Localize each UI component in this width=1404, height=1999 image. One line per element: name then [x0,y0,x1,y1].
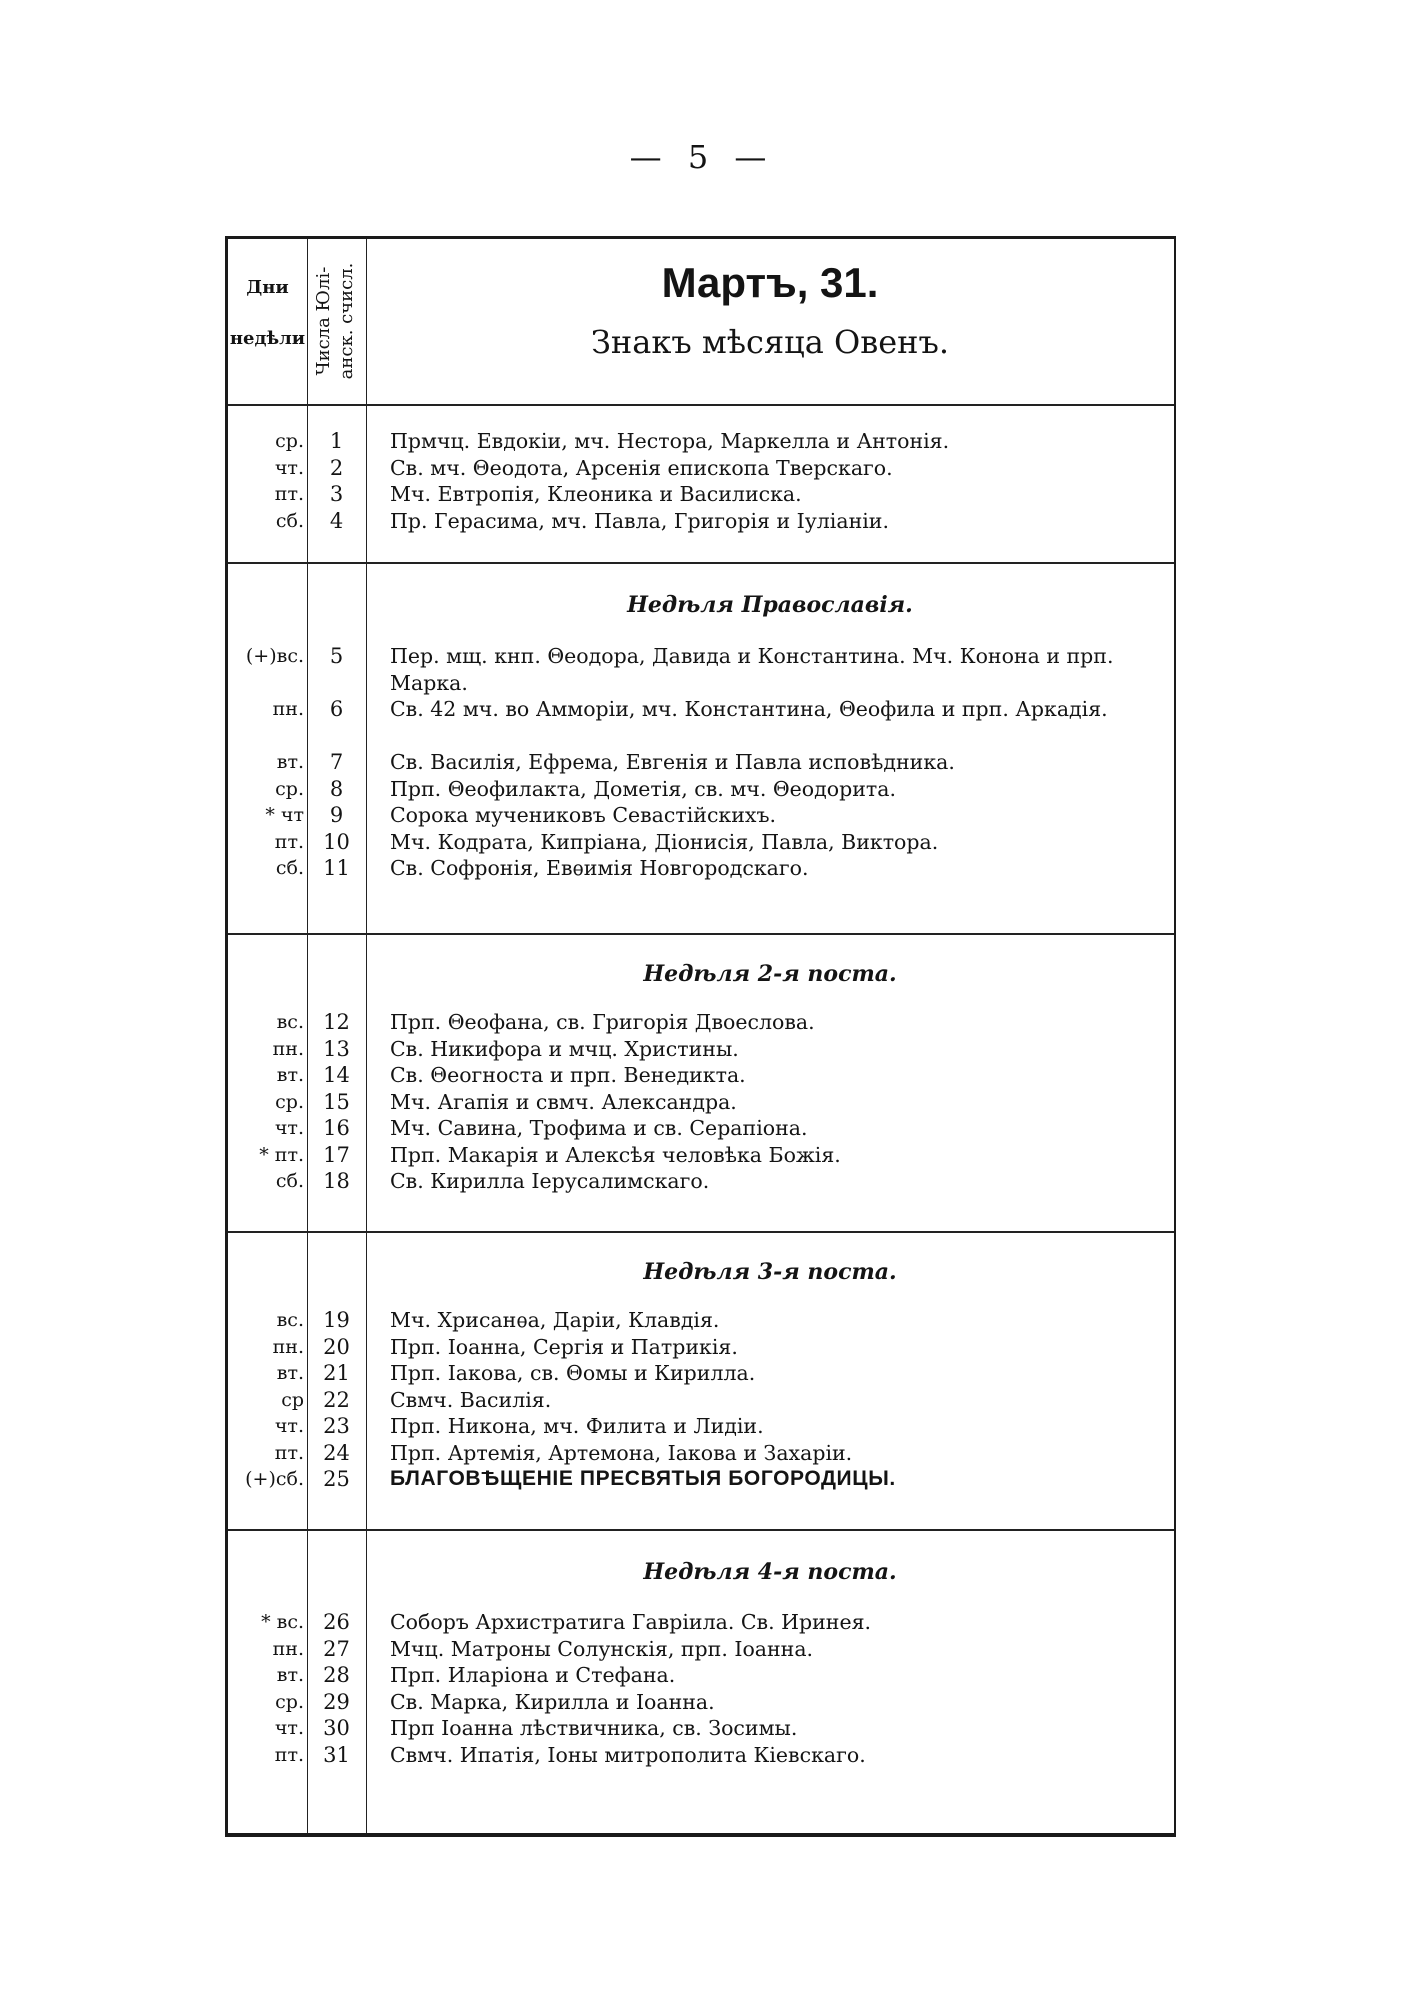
day-number: 23 [323,1414,350,1439]
week-section [228,562,1174,935]
header-numbers-line1: Числа Юлі- [313,266,334,376]
table-row [228,1387,1174,1414]
day-number: 4 [329,508,344,533]
day-number: 28 [323,1663,350,1688]
day-number: 24 [323,1440,350,1465]
feast-text: Прп. Макарія и Алексѣя человѣка Божія. [390,1142,841,1167]
table-row [228,776,1174,803]
day-number: 30 [323,1716,350,1741]
day-number: 29 [323,1689,350,1714]
week-section [228,404,1174,564]
feast-text: Прп. Никона, мч. Филита и Лидіи. [390,1414,764,1438]
day-number: 13 [323,1036,350,1061]
week-section [228,1231,1174,1531]
day-number: 7 [329,750,344,775]
section-title: Недѣля 2-я поста. [643,961,897,987]
weekday: вт. [276,1064,304,1087]
weekday: ср. [275,1090,304,1113]
table-row [228,1115,1174,1142]
weekday: вс. [276,1011,304,1034]
weekday: * вс. [261,1611,304,1634]
weekday: вс. [276,1309,304,1332]
month-title: Мартъ, 31. [661,259,879,306]
table-row [228,1742,1174,1769]
day-number: 6 [329,697,344,721]
day-number: 12 [323,1010,350,1035]
weekday: сб. [275,1170,304,1193]
week-section [228,1529,1174,1834]
feast-text: Сорока мучениковъ Севастійскихъ. [390,803,777,827]
weekday: вт. [276,751,304,774]
table-row [228,749,1174,776]
feast-text: Св. Никифора и мчц. Христины. [390,1036,739,1061]
feast-text: Мч. Агапія и свмч. Александра. [390,1089,737,1114]
table-row [228,1168,1174,1195]
table-row [228,1636,1174,1663]
feast-text: Мч. Кодрата, Кипріана, Діонисія, Павла, Виктора. [390,829,939,854]
weekday: пт. [274,483,304,506]
weekday: вт. [276,1362,304,1385]
day-number: 25 [323,1467,350,1492]
day-number: 10 [323,829,350,854]
day-number: 14 [323,1063,350,1088]
table-row [228,1413,1174,1440]
day-number: 9 [329,803,344,828]
table-row [228,1440,1174,1467]
weekday: сб. [275,509,304,532]
feast-text: Мч. Савина, Трофима и св. Серапіона. [390,1116,808,1140]
day-number: 2 [329,455,344,480]
feast-text: Св. Софронія, Евѳимія Новгородскаго. [390,856,809,880]
table-row [228,481,1174,508]
feast-text: Св. 42 мч. во Амморіи, мч. Константина, Θеофила и прп. Аркадія. [390,697,1108,721]
day-number: 16 [323,1116,350,1141]
header-numbers-line2: анск. счисл. [336,262,357,380]
day-number: 27 [323,1636,350,1661]
day-number: 11 [323,856,350,881]
weekday: ср. [275,430,304,453]
table-row [228,1089,1174,1116]
feast-text: Прп. Артемія, Артемона, Іакова и Захаріи. [390,1440,853,1465]
weekday: пт. [274,1441,304,1464]
weekday: ср [281,1388,304,1411]
weekday: пн. [272,1637,304,1660]
day-number: 5 [329,644,344,668]
table-row [228,1334,1174,1361]
weekday: вт. [276,1664,304,1687]
day-number: 3 [329,482,344,507]
feast-text: Прп. Іакова, св. Θомы и Кирилла. [390,1361,756,1385]
table-row [228,1715,1174,1742]
feast-text: Прп. Θеофана, св. Григорія Двоеслова. [390,1010,815,1034]
feast-text: Свмч. Василія. [390,1387,552,1412]
section-title: Недѣля 4-я поста. [643,1559,897,1585]
table-row [228,829,1174,856]
feast-text: Мч. Евтропія, Клеоника и Василиска. [390,482,802,506]
feast-text: Прмчц. Евдокіи, мч. Нестора, Маркелла и Антонія. [390,429,950,453]
day-number: 1 [329,429,344,454]
table-row [228,1142,1174,1169]
table-row [228,508,1174,535]
day-number: 18 [323,1169,350,1194]
zodiac-sign: Знакъ мѣсяца Овенъ. [590,323,950,361]
weekday: пн. [272,698,304,720]
feast-text: Мч. Хрисанѳа, Даріи, Клавдія. [390,1308,720,1332]
feast-text: Св. мч. Θеодота, Арсенія епископа Тверскаго. [390,455,893,480]
table-row [228,855,1174,882]
table-row [228,428,1174,455]
table-row [228,1307,1174,1334]
feast-text: Прп. Іоанна, Сергія и Патрикія. [390,1334,738,1359]
weekday: * чт [265,804,304,827]
weekday: пт. [274,1743,304,1766]
day-number: 17 [323,1142,350,1167]
feast-text: Св. Кирилла Іерусалимскаго. [390,1169,710,1193]
weekday: чт. [274,1117,304,1140]
feast-text: Св. Василія, Ефрема, Евгенія и Павла исповѣдника. [390,750,955,774]
feast-text: БЛАГОВѢЩЕНІЕ ПРЕСВЯТЫЯ БОГОРОДИЦЫ. [390,1467,896,1490]
header-days-line1: Дни [246,277,289,298]
table-row [228,455,1174,482]
weekday: * пт. [259,1143,304,1166]
week-section [228,933,1174,1233]
table-row [228,1036,1174,1063]
day-number: 15 [323,1089,350,1114]
feast-text: Прп. Θеофилакта, Дометія, св. мч. Θеодорита. [390,776,896,801]
table-row [228,1062,1174,1089]
weekday: (+)сб. [245,1468,304,1491]
feast-text: Прп Іоанна лѣствичника, св. Зосимы. [390,1716,798,1740]
feast-text: Прп. Иларіона и Стефана. [390,1663,676,1687]
weekday: чт. [274,456,304,479]
table-row [228,643,1174,696]
weekday: ср. [275,1690,304,1713]
feast-text: Св. Θеогноста и прп. Венедикта. [390,1063,746,1087]
weekday: пн. [272,1335,304,1358]
day-number: 22 [323,1387,350,1412]
table-row [228,1609,1174,1636]
day-number: 19 [323,1308,350,1333]
weekday: чт. [274,1415,304,1438]
table-row [228,1662,1174,1689]
calendar-table [225,236,1176,1837]
table-row [228,1360,1174,1387]
weekday: пн. [272,1037,304,1060]
day-number: 8 [329,776,344,801]
table-row [228,1689,1174,1716]
feast-text: Мчц. Матроны Солунскія, прп. Іоанна. [390,1636,814,1661]
section-title: Недѣля 3-я поста. [643,1259,897,1285]
weekday: чт. [274,1717,304,1740]
table-row [228,1009,1174,1036]
weekday: (+)вс. [245,645,304,667]
section-title: Недѣля Православія. [627,592,913,618]
day-number: 26 [323,1610,350,1635]
feast-text: Соборъ Архистратига Гавріила. Св. Иринея. [390,1610,872,1634]
table-row [228,696,1174,749]
weekday: ср. [275,777,304,800]
header-days-line2: недѣли [229,328,306,349]
table-header [228,239,1174,406]
feast-text: Пер. мщ. кнп. Θеодора, Давида и Константина. Мч. Конона и прп. Марка. [390,644,1114,695]
day-number: 20 [323,1334,350,1359]
feast-text: Пр. Герасима, мч. Павла, Григорія и Іуліаніи. [390,508,889,533]
day-number: 21 [323,1361,350,1386]
table-row [228,802,1174,829]
weekday: пт. [274,830,304,853]
feast-text: Свмч. Ипатія, Іоны митрополита Кіевскаго. [390,1742,866,1767]
table-row [228,1466,1174,1493]
weekday: сб. [275,857,304,880]
page-number: — 5 — [629,138,775,176]
day-number: 31 [323,1742,350,1767]
feast-text: Св. Марка, Кирилла и Іоанна. [390,1689,715,1714]
